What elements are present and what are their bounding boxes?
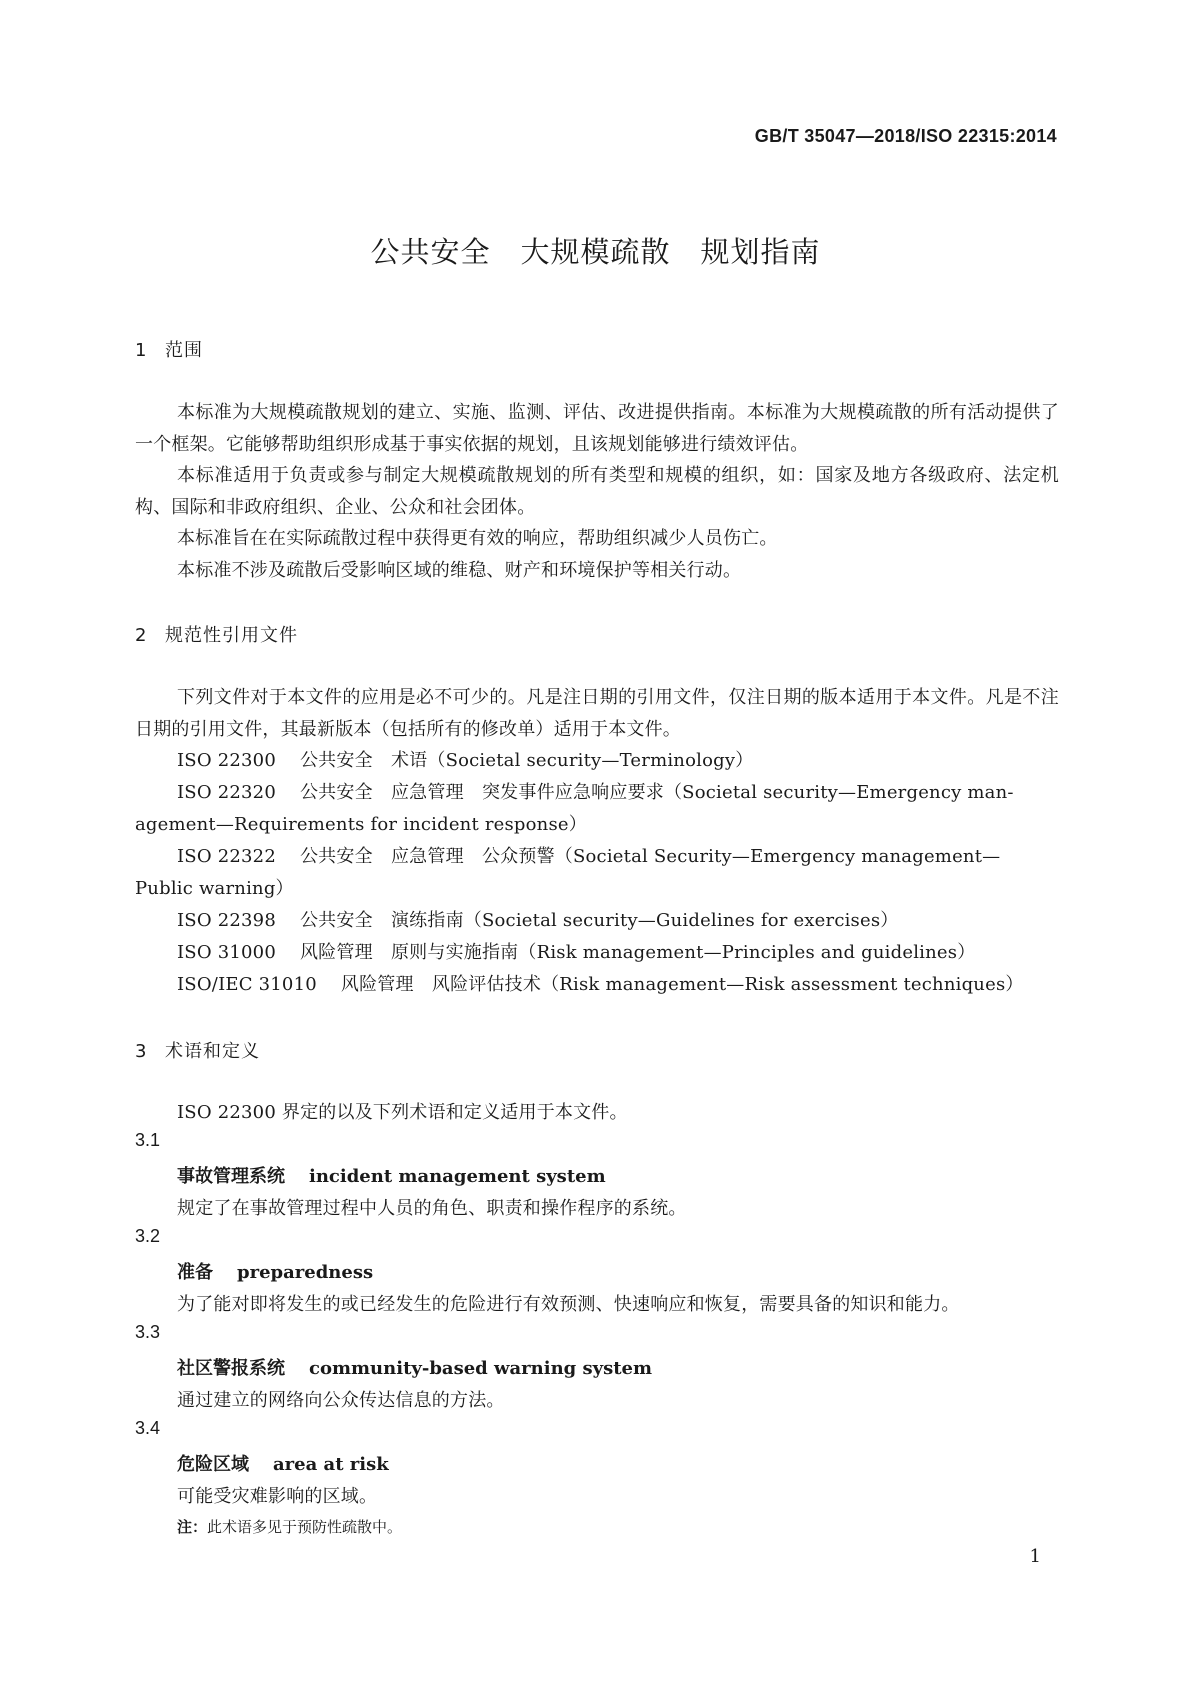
section-1-paragraph-3: 本标准旨在在实际疏散过程中获得更有效的响应，帮助组织减少人员伤亡。 [177,528,778,549]
term-en: community-based warning system [309,1358,653,1379]
reference-text: 公共安全 应急管理 突发事件应急响应要求（Societal security—Emergency man- [299,782,1014,803]
reference-code: ISO 31000 [177,942,276,963]
term-zh: 准备 [177,1262,213,1283]
term-number: 3.1 [135,1130,161,1150]
term-definition: 通过建立的网络向公众传达信息的方法。 [177,1390,505,1411]
section-number: 2 [135,625,148,646]
note-label: 注： [177,1518,208,1536]
reference-continuation: agement—Requirements for incident response） [135,814,587,835]
reference-code: ISO 22300 [177,750,276,771]
section-title: 规范性引用文件 [165,625,298,646]
reference-item [177,778,1014,804]
reference-text: 风险管理 风险评估技术（Risk management—Risk assessment techniques） [340,974,1024,995]
term-definition: 可能受灾难影响的区域。 [177,1486,378,1507]
reference-text: 风险管理 原则与实施指南（Risk management—Principles and guidelines） [299,942,976,963]
reference-code: ISO 22322 [177,846,276,867]
section-1-heading [135,336,203,362]
reference-text: 公共安全 术语（Societal security—Terminology） [299,750,754,771]
section-1-paragraph-2: 本标准适用于负责或参与制定大规模疏散规划的所有类型和规模的组织，如：国家及地方各级政府、法定机构、国际和非政府组织、企业、公众和社会团体。 [135,465,1059,518]
reference-text: 公共安全 演练指南（Societal security—Guidelines for exercises） [299,910,899,931]
reference-text: 公共安全 应急管理 公众预警（Societal Security—Emergency management— [299,846,1001,867]
term-zh: 社区警报系统 [177,1358,285,1379]
term-number: 3.2 [135,1226,161,1246]
reference-code: ISO 22320 [177,782,276,803]
section-1-paragraph-4: 本标准不涉及疏散后受影响区域的维稳、财产和环境保护等相关行动。 [177,560,742,581]
reference-item [177,970,1024,996]
term-heading [177,1162,606,1188]
section-1-paragraph-1: 本标准为大规模疏散规划的建立、实施、监测、评估、改进提供指南。本标准为大规模疏散的所有活动提供了一个框架。它能够帮助组织形成基于事实依据的规划，且该规划能够进行绩效评估。 [135,402,1059,455]
term-heading [177,1258,373,1284]
document-title: 公共安全 大规模疏散 规划指南 [370,235,821,269]
reference-item [177,746,753,772]
term-note [177,1516,402,1537]
term-heading [177,1354,652,1380]
section-number: 1 [135,340,148,361]
standard-code: GB/T 35047—2018/ISO 22315:2014 [754,126,1057,146]
reference-continuation: Public warning） [135,878,294,899]
reference-item [177,842,1000,868]
term-heading [177,1450,389,1476]
section-number: 3 [135,1041,148,1062]
reference-item [177,938,975,964]
reference-item [177,906,898,932]
note-text: 此术语多见于预防性疏散中。 [207,1518,403,1536]
reference-code: ISO 22398 [177,910,276,931]
term-number: 3.4 [135,1418,161,1438]
section-3-intro: ISO 22300 界定的以及下列术语和定义适用于本文件。 [177,1102,628,1123]
term-definition: 规定了在事故管理过程中人员的角色、职责和操作程序的系统。 [177,1198,687,1219]
term-en: area at risk [273,1454,389,1475]
term-en: incident management system [309,1166,606,1187]
section-2-heading [135,621,298,647]
term-definition: 为了能对即将发生的或已经发生的危险进行有效预测、快速响应和恢复，需要具备的知识和能力。 [177,1294,960,1315]
term-en: preparedness [237,1262,374,1283]
term-number: 3.3 [135,1322,161,1342]
term-zh: 危险区域 [177,1454,249,1475]
section-title: 范围 [165,340,203,361]
section-title: 术语和定义 [165,1041,260,1062]
page-number: 1 [1029,1546,1041,1567]
section-3-heading [135,1037,260,1063]
term-zh: 事故管理系统 [177,1166,285,1187]
section-2-intro: 下列文件对于本文件的应用是必不可少的。凡是注日期的引用文件，仅注日期的版本适用于本文件。凡是不注日期的引用文件，其最新版本（包括所有的修改单）适用于本文件。 [135,687,1059,740]
reference-code: ISO/IEC 31010 [177,974,317,995]
